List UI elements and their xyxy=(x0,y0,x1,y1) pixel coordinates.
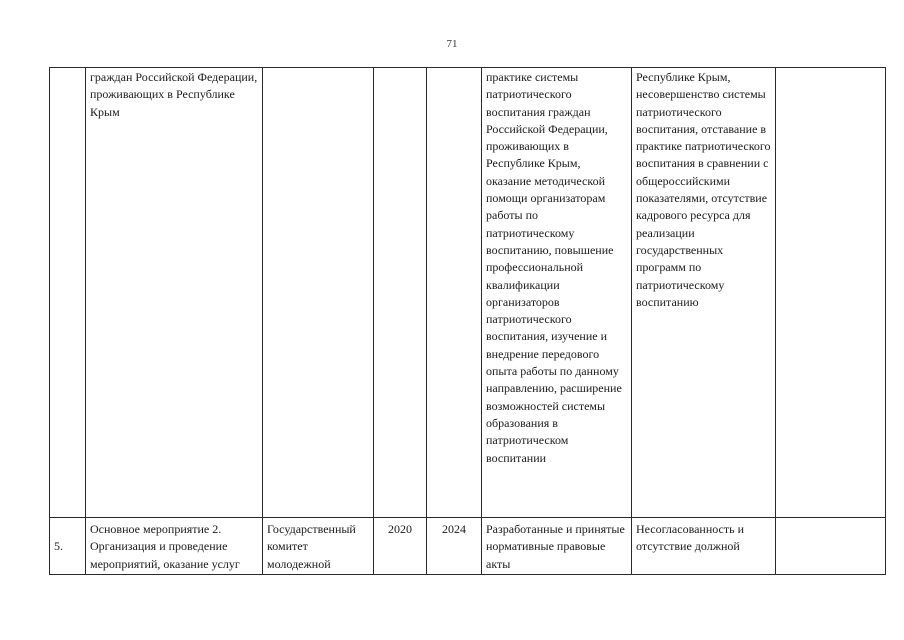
expected-result-cell: практике системы патриотического воспитания граждан Российской Федерации, проживающих в Республике Крым, оказание методической помощи организаторам работы по патриотическому воспитанию, повышение профессиональной квалификации организаторов патриотического воспитания, изучение и внедрение передового опыта работы по данному направлению, расширение возможностей системы образования в патриотическом воспитании xyxy=(482,68,632,518)
consequences-cell: Республике Крым, несовершенство системы патриотического воспитания, отставание в практике патриотического воспитания в сравнении с общероссийскими показателями, отсутствие кадрового ресурса для реализации государственных программ по патриотическому воспитанию xyxy=(632,68,776,518)
page-number: 71 xyxy=(446,38,458,50)
start-year-cell xyxy=(374,68,427,518)
consequences-cell: Несогласованность и отсутствие должной xyxy=(632,518,776,575)
executor-cell: Государственный комитет молодежной xyxy=(263,518,374,575)
end-year-cell: 2024 xyxy=(427,518,482,575)
program-events-table xyxy=(49,67,886,575)
table-row xyxy=(50,518,886,575)
table-row xyxy=(50,68,886,518)
expected-result-cell: Разработанные и принятые нормативные правовые акты xyxy=(482,518,632,575)
end-year-cell xyxy=(427,68,482,518)
start-year-cell: 2020 xyxy=(374,518,427,575)
relation-cell xyxy=(776,518,886,575)
relation-cell xyxy=(776,68,886,518)
row-number-cell xyxy=(50,68,86,518)
event-name-cell: Основное мероприятие 2. Организация и проведение мероприятий, оказание услуг xyxy=(86,518,263,575)
row-number-cell: 5. xyxy=(50,518,86,575)
event-name-cell: граждан Российской Федерации, проживающих в Республике Крым xyxy=(86,68,263,518)
executor-cell xyxy=(263,68,374,518)
